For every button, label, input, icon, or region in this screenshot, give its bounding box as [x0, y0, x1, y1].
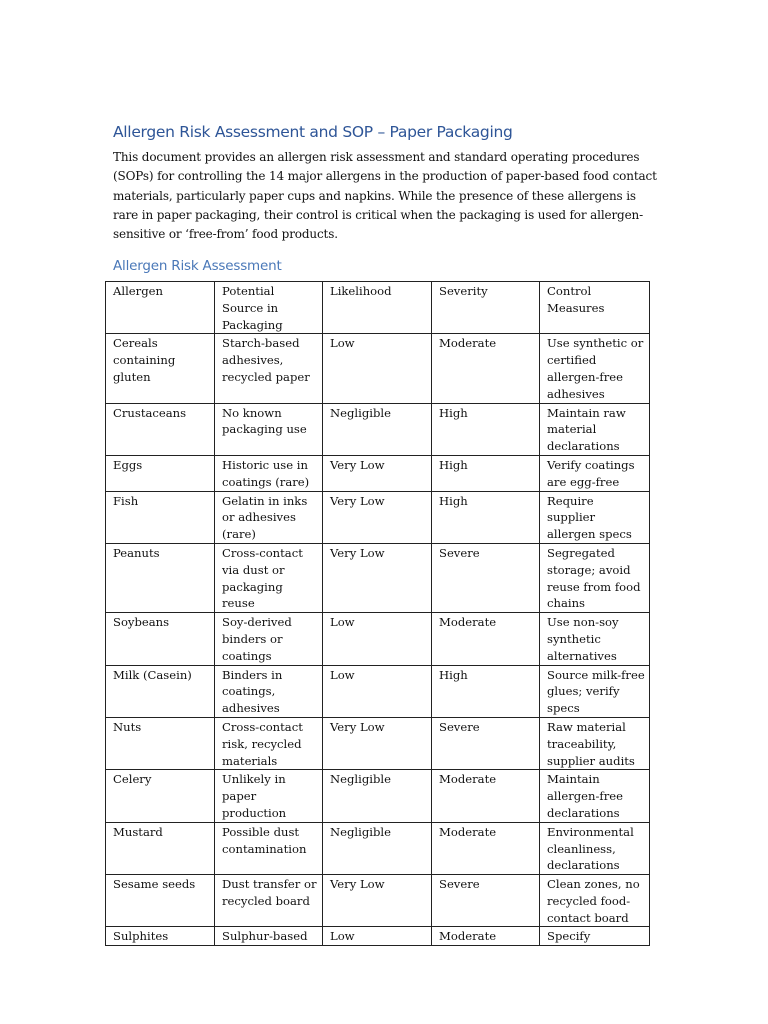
header-likelihood: Likelihood: [323, 282, 432, 334]
cell-likelihood: Very Low: [323, 491, 432, 543]
cell-severity: Moderate: [432, 770, 540, 822]
cell-severity: Moderate: [432, 927, 540, 946]
header-severity: Severity: [432, 282, 540, 334]
cell-source: Sulphur-based: [215, 927, 323, 946]
cell-control: Maintain raw material declarations: [540, 403, 650, 455]
cell-control: Maintain allergen-free declarations: [540, 770, 650, 822]
table-header-row: [106, 282, 650, 334]
cell-control: Use synthetic or certified allergen-free adhesives: [540, 334, 650, 403]
cell-source: No known packaging use: [215, 403, 323, 455]
cell-severity: Moderate: [432, 822, 540, 874]
cell-source: Gelatin in inks or adhesives (rare): [215, 491, 323, 543]
table-row: [106, 543, 650, 612]
table-row: [106, 770, 650, 822]
cell-severity: High: [432, 491, 540, 543]
cell-control: Environmental cleanliness, declarations: [540, 822, 650, 874]
cell-severity: Moderate: [432, 613, 540, 665]
cell-severity: High: [432, 455, 540, 491]
document-title: Allergen Risk Assessment and SOP – Paper Packaging: [113, 123, 513, 141]
cell-source: Starch-based adhesives, recycled paper: [215, 334, 323, 403]
cell-allergen: Celery: [106, 770, 215, 822]
cell-severity: Severe: [432, 543, 540, 612]
intro-paragraph: This document provides an allergen risk assessment and standard operating procedures (SOPs) for controlling the 14 major allergens in the production of paper-based food contact materials, particularly paper cups and napkins. While the presence of these allergens is rare in paper packaging, their control is critical when the packaging is used for allergen-sensitive or ‘free-from’ food products.: [113, 150, 657, 242]
cell-allergen: Sulphites: [106, 927, 215, 946]
cell-likelihood: Low: [323, 334, 432, 403]
cell-control: Source milk-free glues; verify specs: [540, 665, 650, 717]
table-row: [106, 613, 650, 665]
cell-control: Segregated storage; avoid reuse from food chains: [540, 543, 650, 612]
cell-source: Unlikely in paper production: [215, 770, 323, 822]
cell-control: Require supplier allergen specs: [540, 491, 650, 543]
table-row: [106, 491, 650, 543]
allergen-risk-table: [105, 281, 650, 946]
cell-severity: High: [432, 403, 540, 455]
cell-source: Historic use in coatings (rare): [215, 455, 323, 491]
cell-likelihood: Low: [323, 613, 432, 665]
cell-allergen: Soybeans: [106, 613, 215, 665]
cell-control: Clean zones, no recycled food-contact board: [540, 875, 650, 927]
cell-likelihood: Negligible: [323, 822, 432, 874]
cell-allergen: Mustard: [106, 822, 215, 874]
cell-allergen: Sesame seeds: [106, 875, 215, 927]
header-allergen: Allergen: [106, 282, 215, 334]
cell-likelihood: Negligible: [323, 770, 432, 822]
cell-allergen: Nuts: [106, 717, 215, 769]
header-potential-source: Potential Source in Packaging: [215, 282, 323, 334]
table-row: [106, 717, 650, 769]
cell-likelihood: Very Low: [323, 717, 432, 769]
cell-source: Binders in coatings, adhesives: [215, 665, 323, 717]
table-row: [106, 822, 650, 874]
cell-control: Specify: [540, 927, 650, 946]
cell-likelihood: Low: [323, 665, 432, 717]
cell-control: Raw material traceability, supplier audits: [540, 717, 650, 769]
cell-source: Possible dust contamination: [215, 822, 323, 874]
cell-allergen: Eggs: [106, 455, 215, 491]
cell-control: Verify coatings are egg-free: [540, 455, 650, 491]
table-row: [106, 403, 650, 455]
section-title-risk-assessment: Allergen Risk Assessment: [113, 258, 282, 274]
cell-allergen: Crustaceans: [106, 403, 215, 455]
cell-severity: High: [432, 665, 540, 717]
table-row: [106, 665, 650, 717]
cell-source: Cross-contact risk, recycled materials: [215, 717, 323, 769]
cell-likelihood: Very Low: [323, 455, 432, 491]
cell-severity: Severe: [432, 875, 540, 927]
cell-likelihood: Very Low: [323, 543, 432, 612]
cell-likelihood: Low: [323, 927, 432, 946]
table-row: [106, 875, 650, 927]
table-row: [106, 927, 650, 946]
header-control-measures: Control Measures: [540, 282, 650, 334]
cell-severity: Severe: [432, 717, 540, 769]
table-row: [106, 334, 650, 403]
cell-allergen: Peanuts: [106, 543, 215, 612]
cell-source: Cross-contact via dust or packaging reuse: [215, 543, 323, 612]
cell-allergen: Cereals containing gluten: [106, 334, 215, 403]
cell-severity: Moderate: [432, 334, 540, 403]
cell-source: Soy-derived binders or coatings: [215, 613, 323, 665]
cell-allergen: Fish: [106, 491, 215, 543]
cell-control: Use non-soy synthetic alternatives: [540, 613, 650, 665]
cell-likelihood: Very Low: [323, 875, 432, 927]
cell-source: Dust transfer or recycled board: [215, 875, 323, 927]
cell-likelihood: Negligible: [323, 403, 432, 455]
cell-allergen: Milk (Casein): [106, 665, 215, 717]
table-row: [106, 455, 650, 491]
